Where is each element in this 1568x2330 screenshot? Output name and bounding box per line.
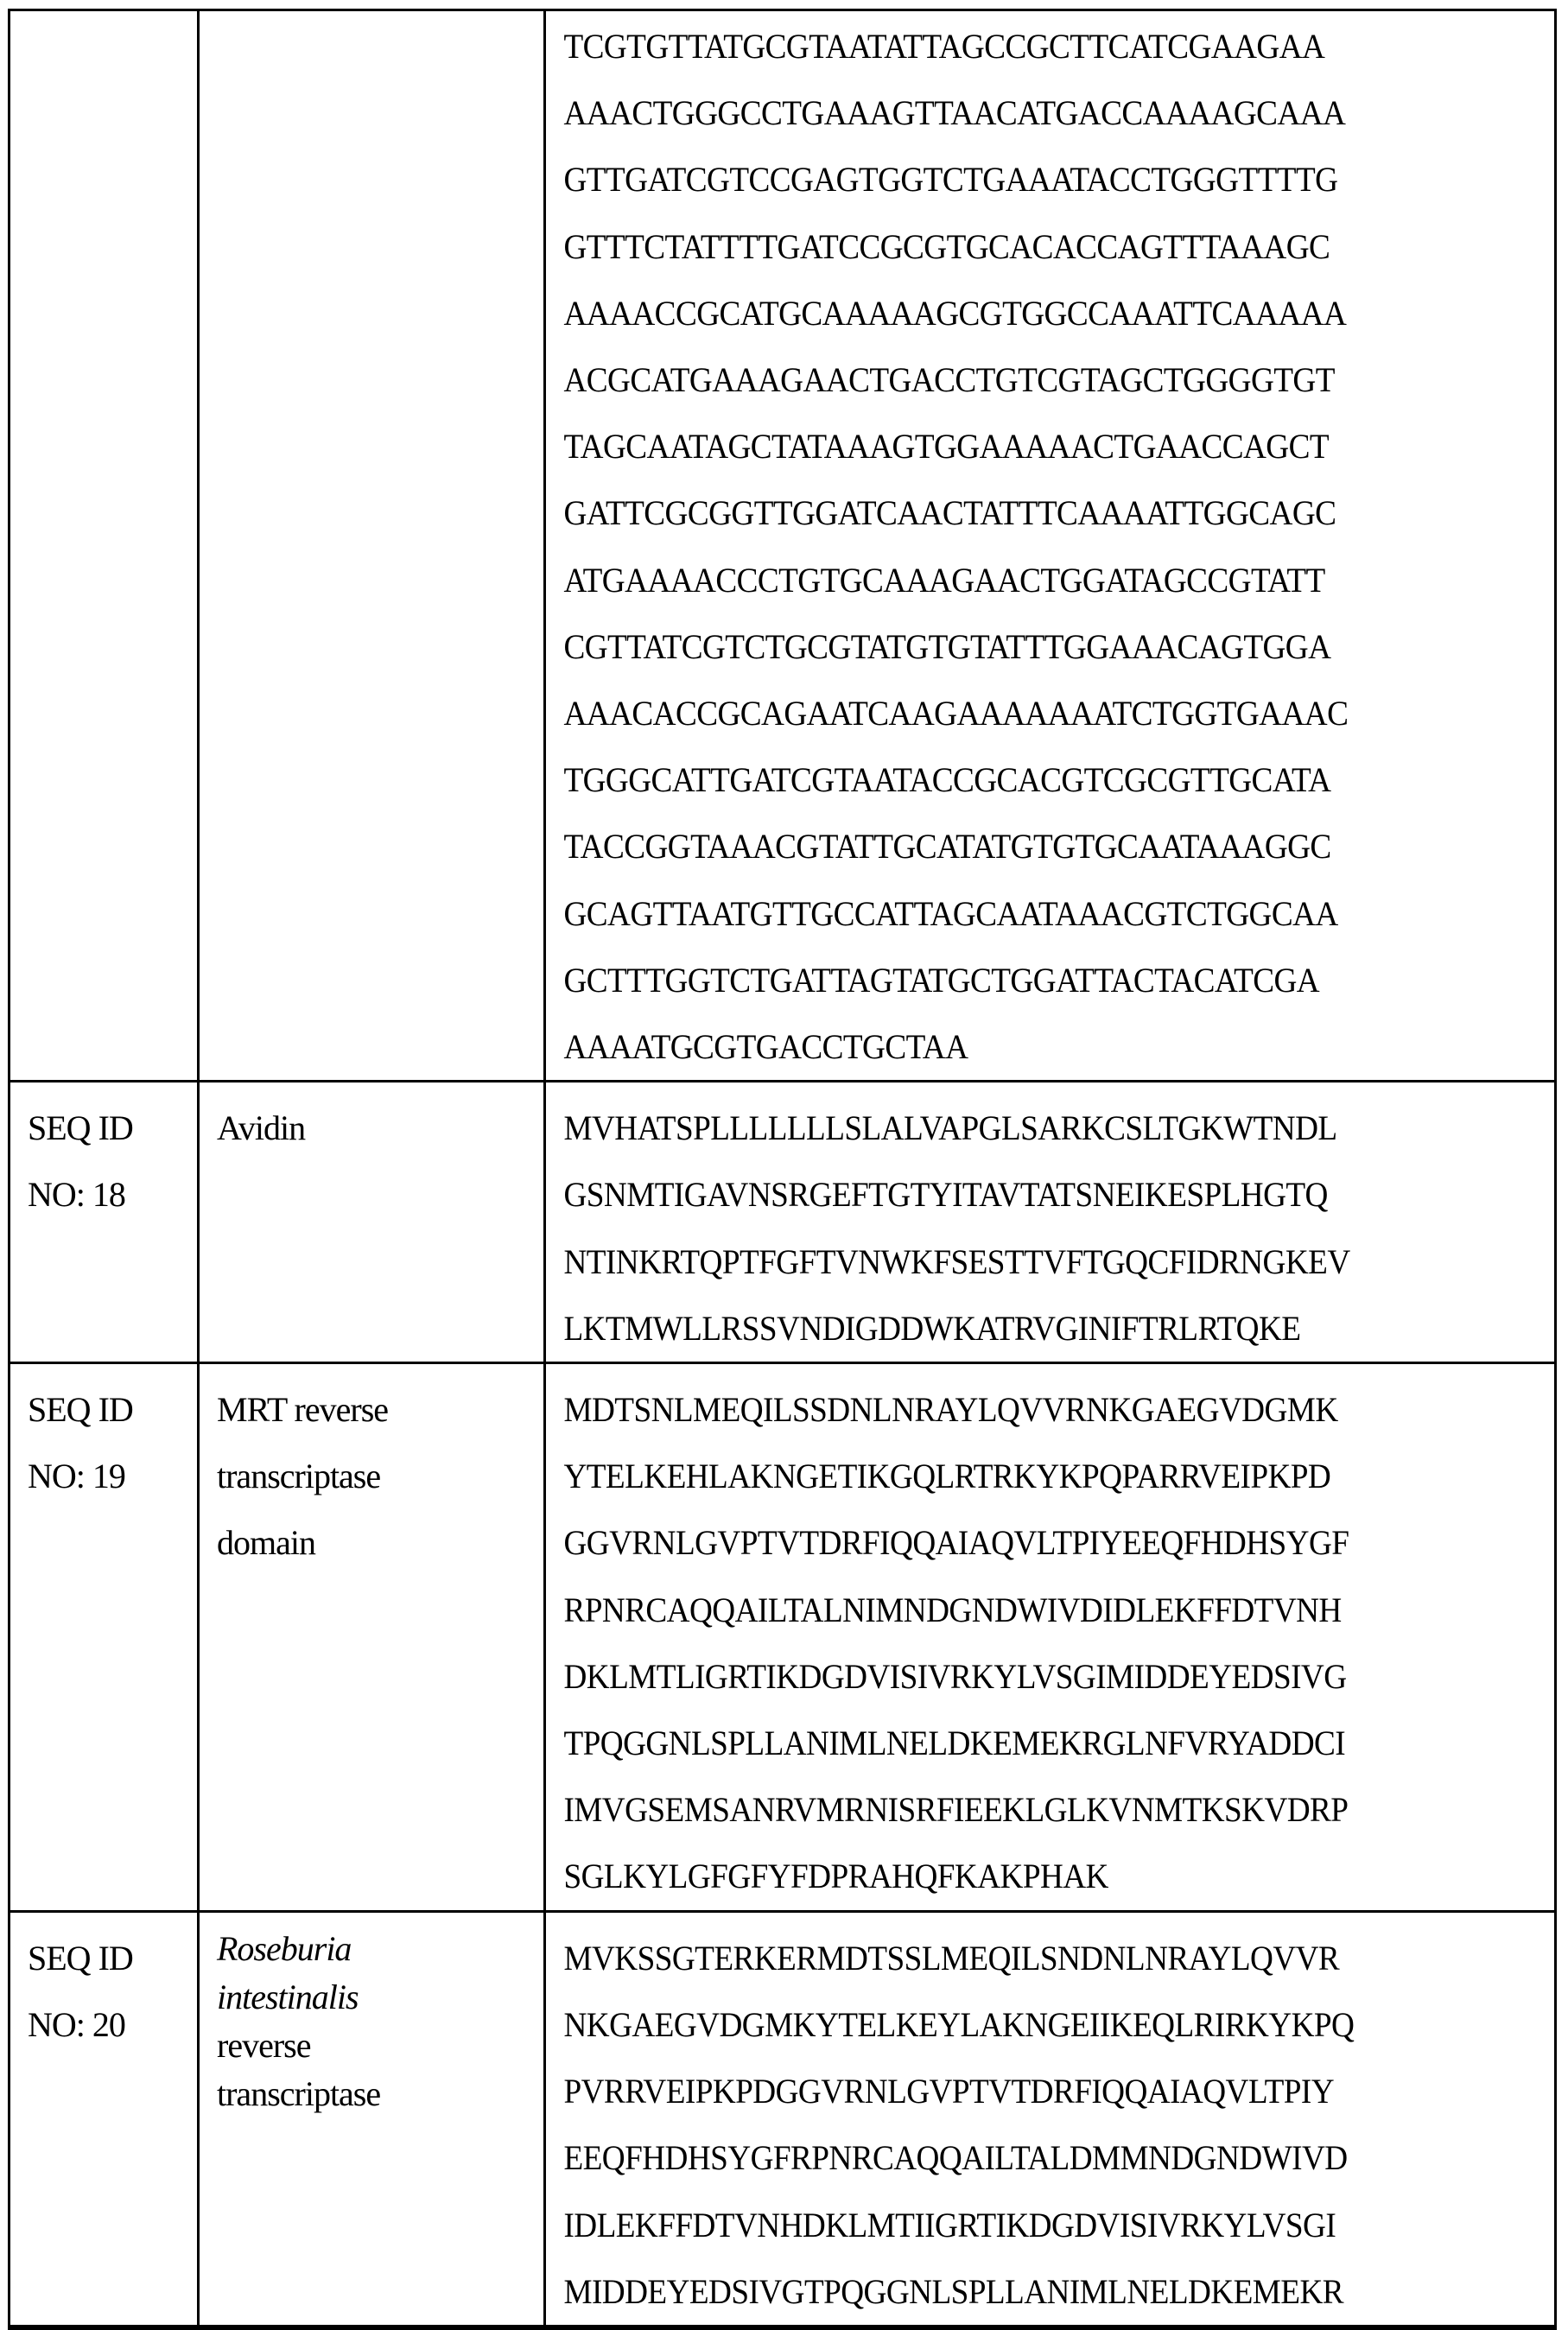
- seq-id-cell: [10, 1363, 199, 1912]
- table-row: [10, 10, 1556, 1082]
- description-cell: [199, 1082, 545, 1363]
- seq-id-number: NO: 18: [28, 1175, 125, 1215]
- sequence-line: TACCGGTAAACGTATTGCATATGTGTGCAATAAAGGC: [563, 827, 1331, 867]
- sequence-line: RPNRCAQQAILTALNIMNDGNDWIVDIDLEKFFDTVNH: [563, 1590, 1342, 1629]
- sequence-line: MIDDEYEDSIVGTPQGGNLSPLLANIMLNELDKEMEKR: [563, 2271, 1344, 2311]
- sequence-line: GTTGATCGTCCGAGTGGTCTGAAATACCTGGGTTTTG: [563, 160, 1338, 200]
- seq-id-cell: [10, 1082, 199, 1363]
- sequence-line: GATTCGCGGTTGGATCAACTATTTCAAAATTGGCAGC: [563, 493, 1336, 533]
- sequence-line: NTINKRTQPTFGFTVNWKFSESTTVFTGQCFIDRNGKEV: [563, 1241, 1350, 1281]
- seq-id-label: SEQ ID: [28, 1938, 133, 1978]
- description-text: reverse: [217, 2025, 311, 2065]
- sequence-line: GCTTTGGTCTGATTAGTATGCTGGATTACTACATCGA: [563, 960, 1320, 1000]
- sequence-line: LKTMWLLRSSVNDIGDDWKATRVGINIFTRLRTQKE: [563, 1308, 1301, 1348]
- sequence-cell: [545, 1363, 1556, 1912]
- sequence-line: PVRRVEIPKPDGGVRNLGVPTVTDRFIQQAIAQVLTPIY: [563, 2072, 1335, 2111]
- sequence-line: EEQFHDHSYGFRPNRCAQQAILTALDMMNDGNDWIVD: [563, 2138, 1348, 2178]
- seq-id-cell: [10, 1911, 199, 2327]
- seq-id-label: SEQ ID: [28, 1108, 133, 1148]
- description-text: transcriptase: [217, 2073, 381, 2113]
- sequence-line: AAACTGGGCCTGAAAGTTAACATGACCAAAAGCAAA: [563, 93, 1346, 133]
- sequence-cell: [545, 1911, 1556, 2327]
- description-text: domain: [217, 1523, 315, 1563]
- description-text: MRT reverse: [217, 1390, 389, 1430]
- sequence-line: ATGAAAACCCTGTGCAAAGAACTGGATAGCCGTATT: [563, 560, 1325, 600]
- sequence-line: TPQGGNLSPLLANIMLNELDKEMEKRGLNFVRYADDCI: [563, 1724, 1346, 1763]
- sequence-line: NKGAEGVDGMKYTELKEYLAKNGEIIKEQLRIRKYKPQ: [563, 2004, 1355, 2044]
- description-text: Avidin: [217, 1108, 306, 1148]
- sequence-line: AAAATGCGTGACCTGCTAA: [563, 1027, 968, 1067]
- sequence-line: DKLMTLIGRTIKDGDVISIVRKYLVSGIMIDDEYEDSIVG: [563, 1656, 1347, 1696]
- sequence-line: GSNMTIGAVNSRGEFTGTYITAVTATSNEIKESPLHGTQ: [563, 1175, 1328, 1215]
- sequence-line: SGLKYLGFGFYFDPRAHQFKAKPHAK: [563, 1857, 1108, 1896]
- sequence-line: GTTTCTATTTTGATCCGCGTGCACACCAGTTTAAAGC: [563, 226, 1330, 266]
- sequence-table: [8, 9, 1557, 2330]
- seq-id-number: NO: 20: [28, 2004, 125, 2044]
- sequence-line: AAACACCGCAGAATCAAGAAAAAAATCTGGTGAAAC: [563, 694, 1349, 733]
- sequence-line: ACGCATGAAAGAACTGACCTGTCGTAGCTGGGGTGT: [563, 360, 1335, 400]
- sequence-line: MVHATSPLLLLLLLSLALVAPGLSARKCSLTGKWTNDL: [563, 1108, 1337, 1148]
- description-cell: [199, 1911, 545, 2327]
- sequence-line: TAGCAATAGCTATAAAGTGGAAAAACTGAACCAGCT: [563, 427, 1330, 467]
- seq-id-number: NO: 19: [28, 1457, 125, 1496]
- sequence-line: IMVGSEMSANRVMRNISRFIEEKLGLKVNMTKSKVDRP: [563, 1790, 1349, 1830]
- sequence-cell: [545, 10, 1556, 1082]
- sequence-line: AAAACCGCATGCAAAAAGCGTGGCCAAATTCAAAAA: [563, 293, 1347, 333]
- seq-id-label: SEQ ID: [28, 1390, 133, 1430]
- sequence-line: GCAGTTAATGTTGCCATTAGCAATAAACGTCTGGCAA: [563, 893, 1338, 933]
- table-row: [10, 1082, 1556, 1363]
- description-text: transcriptase: [217, 1457, 381, 1496]
- table-row: [10, 1363, 1556, 1912]
- sequence-line: IDLEKFFDTVNHDKLMTIIGRTIKDGDVISIVRKYLVSGI: [563, 2205, 1336, 2244]
- table-row: [10, 1911, 1556, 2327]
- sequence-line: MDTSNLMEQILSSDNLNRAYLQVVRNKGAEGVDGMK: [563, 1390, 1338, 1430]
- sequence-line: GGVRNLGVPTVTDRFIQQAIAQVLTPIYEEQFHDHSYGF: [563, 1523, 1349, 1563]
- description-cell: [199, 10, 545, 1082]
- sequence-line: CGTTATCGTCTGCGTATGTGTATTTGGAAACAGTGGA: [563, 626, 1331, 666]
- description-text-italic: intestinalis: [217, 1977, 359, 2016]
- description-text-italic: Roseburia: [217, 1928, 352, 1968]
- sequence-line: TCGTGTTATGCGTAATATTAGCCGCTTCATCGAAGAA: [563, 27, 1325, 66]
- sequence-line: YTELKEHLAKNGETIKGQLRTRKYKPQPARRVEIPKPD: [563, 1457, 1331, 1496]
- sequence-line: MVKSSGTERKERMDTSSLMEQILSNDNLNRAYLQVVR: [563, 1938, 1340, 1978]
- sequence-line: TGGGCATTGATCGTAATACCGCACGTCGCGTTGCATA: [563, 760, 1331, 800]
- seq-id-cell: [10, 10, 199, 1082]
- description-cell: [199, 1363, 545, 1912]
- sequence-cell: [545, 1082, 1556, 1363]
